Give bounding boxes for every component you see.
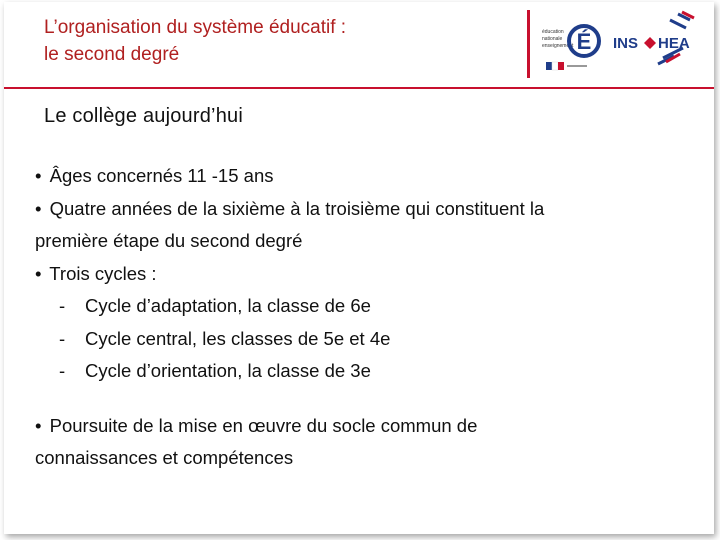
ministry-logo (540, 14, 602, 76)
list-item: • Poursuite de la mise en œuvre du socle commun de (35, 414, 478, 436)
logo-text-1: éducation (542, 29, 564, 35)
list-item-continuation: première étape du second degré (35, 230, 303, 251)
list-item: • Âges concernés 11 -15 ans (35, 165, 274, 186)
dash-icon: - (59, 327, 66, 349)
svg-text:INS: INS (613, 35, 639, 52)
logo-letter: É (576, 29, 592, 54)
list-item-continuation: connaissances et compétences (35, 447, 294, 468)
header-rule (4, 87, 714, 89)
section-title: Le collège aujourd’hui (44, 105, 243, 127)
sub-list-item: - Cycle central, les classes de 5e et 4e (35, 323, 675, 356)
sub-list-item: - Cycle d’adaptation, la classe de 6e (35, 290, 675, 323)
title-line-1: L’organisation du système éducatif : (44, 17, 347, 38)
logo-divider (527, 10, 530, 78)
ins-hea-logo (608, 10, 698, 72)
bullet-icon: • (35, 262, 42, 284)
bullet-icon: • (35, 165, 42, 186)
page-title (44, 14, 346, 68)
dash-icon: - (59, 360, 66, 381)
content-body (35, 160, 675, 475)
logo-text-2: nationale (542, 36, 563, 42)
list-item: • Trois cycles : (35, 262, 157, 284)
logo-text-3: enseignement (542, 43, 574, 49)
sub-list-item: - Cycle d’orientation, la classe de 3e (35, 355, 675, 388)
svg-text:HEA: HEA (658, 35, 690, 52)
bullet-icon: • (35, 414, 42, 436)
spacer (35, 388, 675, 410)
dash-icon: - (59, 295, 66, 316)
bullet-icon: • (35, 197, 42, 219)
title-line-2: le second degré (44, 44, 180, 65)
list-item: • Quatre années de la sixième à la troisième qui constituent la (35, 197, 545, 219)
